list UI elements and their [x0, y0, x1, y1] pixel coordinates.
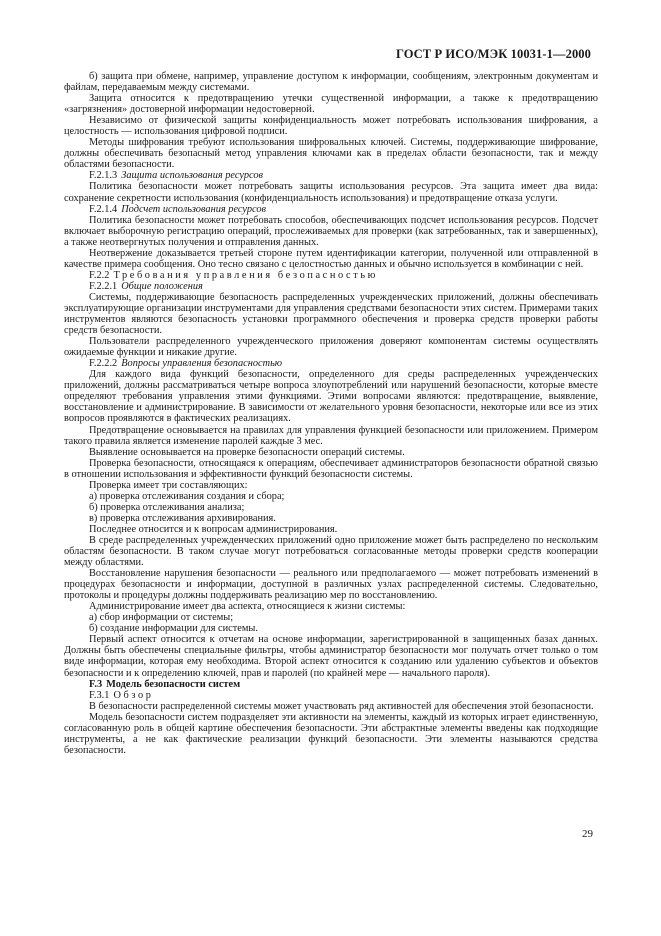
paragraph: Первый аспект относится к отчетам на основе информации, зарегистрированной в защищенных базах данных. Должны быть обеспечены специальные фильтры, чтобы администратор безопасности мог получать отчет только о том виде информации, которая ему необходима. Второй аспект относится к созданию или удалению субъектов и объектов безопасности и к определению ключей, прав и паролей (по крайней мере — начального пароля). [64, 634, 598, 679]
paragraph: Пользователи распределенного учрежденческого приложения доверяют компонентам системы осуществлять ожидаемые функции и никакие другие. [64, 336, 598, 359]
heading-number: F.2.1.4 [89, 203, 118, 215]
paragraph: Предотвращение основывается на правилах для управления функцией безопасности или приложением. Примером такого правила является изменение паролей каждые 3 мес. [64, 424, 598, 447]
paragraph: В безопасности распределенной системы может участвовать ряд активностей для обеспечения этой безопасности. [89, 700, 594, 712]
paragraph: Для каждого вида функций безопасности, определенного для среды распределенных учрежденческих приложений, должны рассматриваться четыре вопроса злоупотреблений или нарушений безопасности, которые вместе определяют требования управления этими функциями. Этими вопросами являются: предотвращение, выявление, восстановление и администрирование. В зависимости от желательного уровня безопасности, некоторые или все из этих вопросов проявляются в фактических реализациях. [64, 369, 598, 425]
paragraph: Проверка имеет три составляющих: [89, 479, 248, 491]
heading-text: Требования управления безопасностью [113, 269, 378, 281]
paragraph: Защита относится к предотвращению утечки существенной информации, а также к предотвращению «загрязнения» достоверной информации недостоверной. [64, 93, 598, 116]
paragraph: Неотвержение доказывается третьей стороне путем идентификации категории, полученной или отправленной в качестве примера сообщения. Оно тесно связано с целостностью данных и обычно используется в комбинации с ней. [64, 247, 598, 270]
subsection-heading [64, 270, 598, 281]
heading-number: F.2.1.3 [89, 170, 118, 182]
paragraph: Модель безопасности систем подразделяет эти активности на элементы, каждый из которых играет единственную, согласованную роль в общей картине обеспечения безопасности. Эти абстрактные элементы введены как подходящие инструменты, а не как фактические реализации функций безопасности. Эти элементы называются средства безопасности. [64, 711, 598, 756]
paragraph: б) проверка отслеживания анализа; [89, 501, 245, 513]
paragraph: в) проверка отслеживания архивирования. [89, 512, 276, 524]
page-number: 29 [582, 828, 593, 840]
paragraph: Восстановление нарушения безопасности — реального или предполагаемого — может потребовать изменений в процедурах безопасности и информации, доступной в различных узлах распределенной системы. Следовательно, протоколы и процедуры должны поддерживать реализацию мер по восстановлению. [64, 568, 598, 602]
paragraph: Выявление основывается на проверке безопасности операций системы. [89, 446, 405, 458]
heading-text: Подсчет использования ресурсов [121, 203, 267, 215]
paragraph: Независимо от физической защиты конфиденциальность может потребовать использования шифрования, а целостность — использования цифровой подписи. [64, 115, 598, 138]
page-header-title: ГОСТ Р ИСО/МЭК 10031-1—2000 [395, 47, 591, 61]
paragraph: б) защита при обмене, например, управление доступом к информации, сообщениям, электронным документам и файлам, передаваемым между системами. [64, 71, 598, 94]
heading-number: F.3 [89, 678, 103, 690]
heading-number: F.2.2.1 [89, 280, 118, 292]
paragraph: Проверка безопасности, относящаяся к операциям, обеспечивает администраторов безопасности обратной связью в отношении использования и эффективности функций безопасности системы. [64, 457, 598, 480]
heading-number: F.2.2 [89, 269, 110, 281]
section-heading [64, 679, 598, 690]
heading-text: Модель безопасности систем [106, 678, 241, 690]
paragraph: б) создание информации для системы. [89, 623, 258, 635]
heading-number: F.2.2.2 [89, 358, 118, 370]
heading-text: Вопросы управления безопасностью [121, 358, 283, 370]
paragraph: Политика безопасности может потребовать защиты использования ресурсов. Эта защита имеет два вида: сохранение секретности использования (конфиденциальность использования) и предотвращение отказа услуги. [64, 181, 598, 204]
clause-heading [64, 281, 598, 292]
paragraph: а) проверка отслеживания создания и сбора; [89, 490, 285, 502]
document-body [64, 71, 598, 756]
clause-heading [64, 204, 598, 215]
paragraph: Системы, поддерживающие безопасность распределенных учрежденческих приложений, должны обеспечивать эксплуатирующие организации инструментами для управления средствами безопасности этих систем. Примерами таких инструментов являются безопасность установки программного обеспечения и проверка средств проверки работы средств безопасности. [64, 291, 598, 337]
paragraph: Политика безопасности может потребовать способов, обеспечивающих подсчет использования ресурсов. Подсчет включает выборочную регистрацию операций, прослеживаемых для проверки (как затребованных, так и завершенных), а также неотвергнутых получения и отправления данных. [64, 214, 598, 248]
paragraph: Последнее относится и к вопросам администрирования. [89, 523, 338, 535]
heading-text: Общие положения [121, 280, 203, 292]
clause-heading [64, 170, 598, 181]
clause-heading [64, 358, 598, 369]
paragraph: В среде распределенных учрежденческих приложений одно приложение может быть распределено по нескольким областям безопасности. В таком случае могут потребоваться согласованные методы проверки средств кооперации между областями. [64, 534, 598, 569]
subsection-heading [64, 690, 598, 701]
heading-text: Защита использования ресурсов [121, 170, 264, 182]
heading-number: F.3.1 [89, 689, 110, 701]
paragraph: Администрирование имеет два аспекта, относящиеся к жизни системы: [89, 601, 406, 613]
paragraph: а) сбор информации от системы; [89, 612, 234, 624]
heading-text: Обзор [113, 689, 154, 701]
paragraph: Методы шифрования требуют использования шифровальных ключей. Системы, поддерживающие шифрование, должны обеспечивать безопасный метод управления ключами как в пределах области безопасности, так и между областями безопасности. [64, 137, 598, 171]
